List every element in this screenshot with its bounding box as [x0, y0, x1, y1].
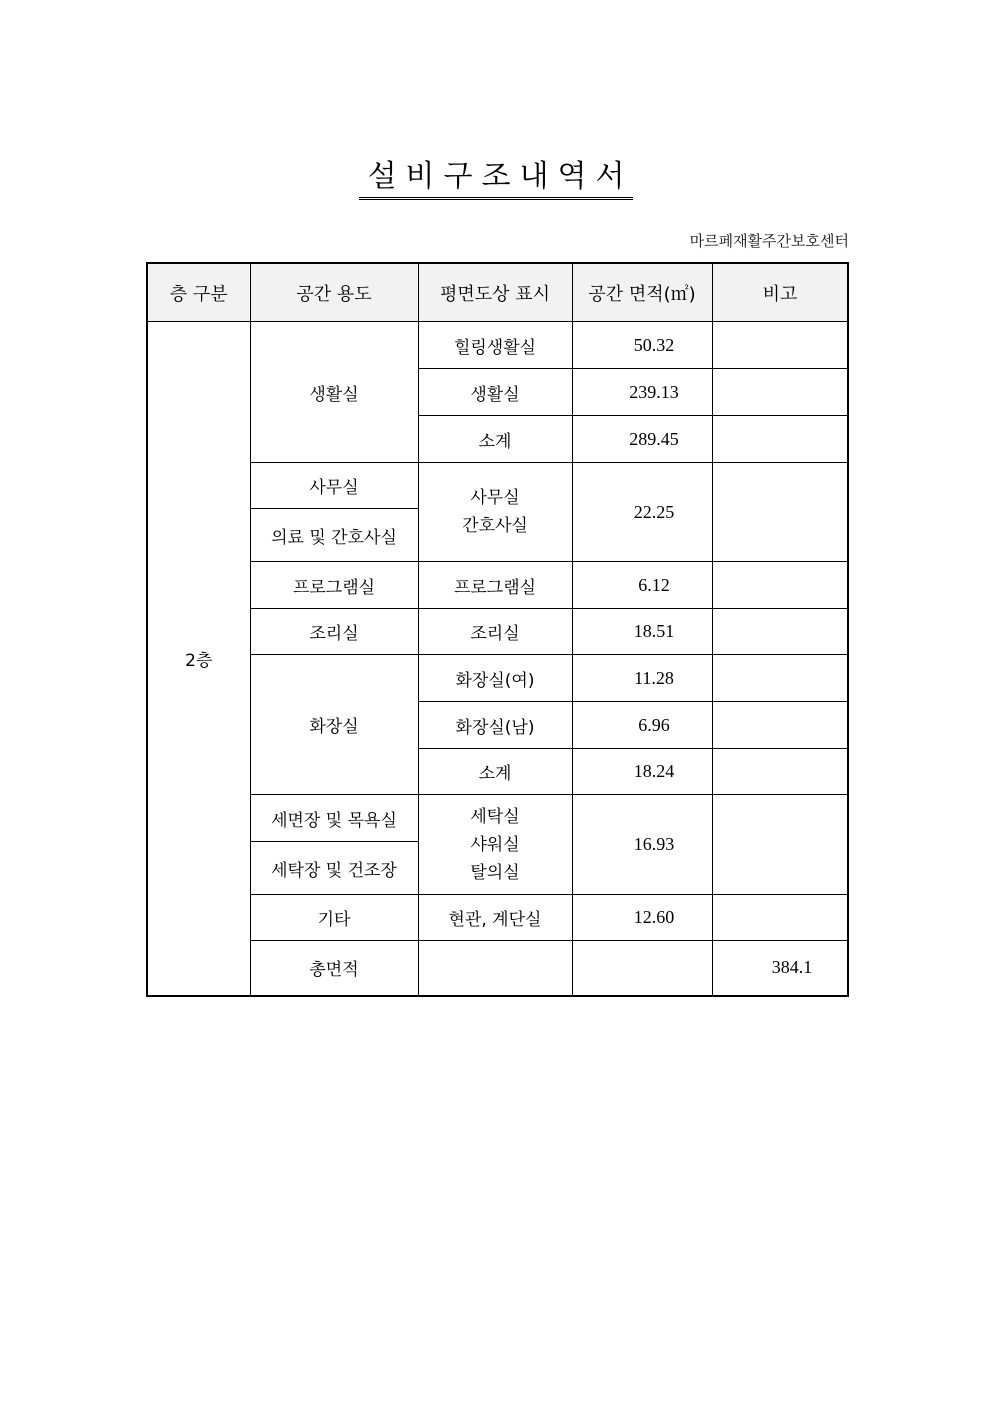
plan-cell: 생활실 — [418, 369, 572, 416]
plan-cell: 현관, 계단실 — [418, 895, 572, 941]
header-floor: 층 구분 — [147, 263, 250, 322]
plan-cell: 조리실 — [418, 609, 572, 655]
area-cell: 18.51 — [572, 609, 712, 655]
use-cell: 의료 및 간호사실 — [250, 509, 418, 562]
use-cell: 생활실 — [250, 322, 418, 463]
table-row — [147, 562, 848, 609]
table-row — [147, 795, 848, 842]
table-row — [147, 655, 848, 702]
header-note: 비고 — [712, 263, 848, 322]
document-title-wrap — [0, 158, 992, 200]
plan-label: 탈의실 — [470, 862, 520, 883]
total-area: 384.1 — [712, 941, 848, 996]
document-title: 설비구조내역서 — [359, 158, 634, 200]
header-space-use: 공간 용도 — [250, 263, 418, 322]
note-cell — [712, 895, 848, 941]
plan-label: 세탁실 — [470, 806, 520, 827]
area-cell: 289.45 — [572, 416, 712, 463]
use-cell: 사무실 — [250, 463, 418, 509]
table-row — [147, 895, 848, 941]
plan-label: 사무실 — [470, 488, 520, 508]
area-cell: 18.24 — [572, 749, 712, 795]
plan-label: 간호사실 — [462, 516, 528, 536]
use-cell: 세면장 및 목욕실 — [250, 795, 418, 842]
note-cell — [712, 369, 848, 416]
total-label: 총면적 — [250, 941, 418, 996]
plan-cell: 화장실(여) — [418, 655, 572, 702]
note-cell — [712, 795, 848, 895]
total-plan-cell — [572, 941, 712, 996]
area-cell: 50.32 — [572, 322, 712, 369]
plan-cell: 힐링생활실 — [418, 322, 572, 369]
header-plan-label: 평면도상 표시 — [418, 263, 572, 322]
note-cell — [712, 562, 848, 609]
plan-cell: 소계 — [418, 416, 572, 463]
area-cell: 12.60 — [572, 895, 712, 941]
use-cell: 조리실 — [250, 609, 418, 655]
note-cell — [712, 749, 848, 795]
plan-cell-multi — [418, 463, 572, 562]
total-row — [147, 941, 848, 996]
plan-cell: 화장실(남) — [418, 702, 572, 749]
use-cell: 기타 — [250, 895, 418, 941]
table-header-row — [147, 263, 848, 322]
total-use-cell — [418, 941, 572, 996]
table-row — [147, 463, 848, 509]
area-cell: 11.28 — [572, 655, 712, 702]
use-cell: 세탁장 및 건조장 — [250, 842, 418, 895]
use-cell: 화장실 — [250, 655, 418, 795]
facility-structure-table — [146, 262, 849, 997]
organization-name: 마르페재활주간보호센터 — [689, 232, 849, 250]
plan-label: 샤워실 — [470, 834, 520, 855]
note-cell — [712, 702, 848, 749]
plan-cell-multi — [418, 795, 572, 895]
note-cell — [712, 322, 848, 369]
table-row — [147, 322, 848, 369]
floor-cell: 2층 — [147, 322, 250, 996]
note-cell — [712, 655, 848, 702]
note-cell — [712, 416, 848, 463]
use-cell: 프로그램실 — [250, 562, 418, 609]
area-cell: 6.12 — [572, 562, 712, 609]
area-cell: 6.96 — [572, 702, 712, 749]
header-area: 공간 면적(㎡) — [572, 263, 712, 322]
area-cell: 22.25 — [572, 463, 712, 562]
area-cell: 16.93 — [572, 795, 712, 895]
area-cell: 239.13 — [572, 369, 712, 416]
plan-cell: 소계 — [418, 749, 572, 795]
plan-cell: 프로그램실 — [418, 562, 572, 609]
note-cell — [712, 609, 848, 655]
note-cell — [712, 463, 848, 562]
table-row — [147, 609, 848, 655]
